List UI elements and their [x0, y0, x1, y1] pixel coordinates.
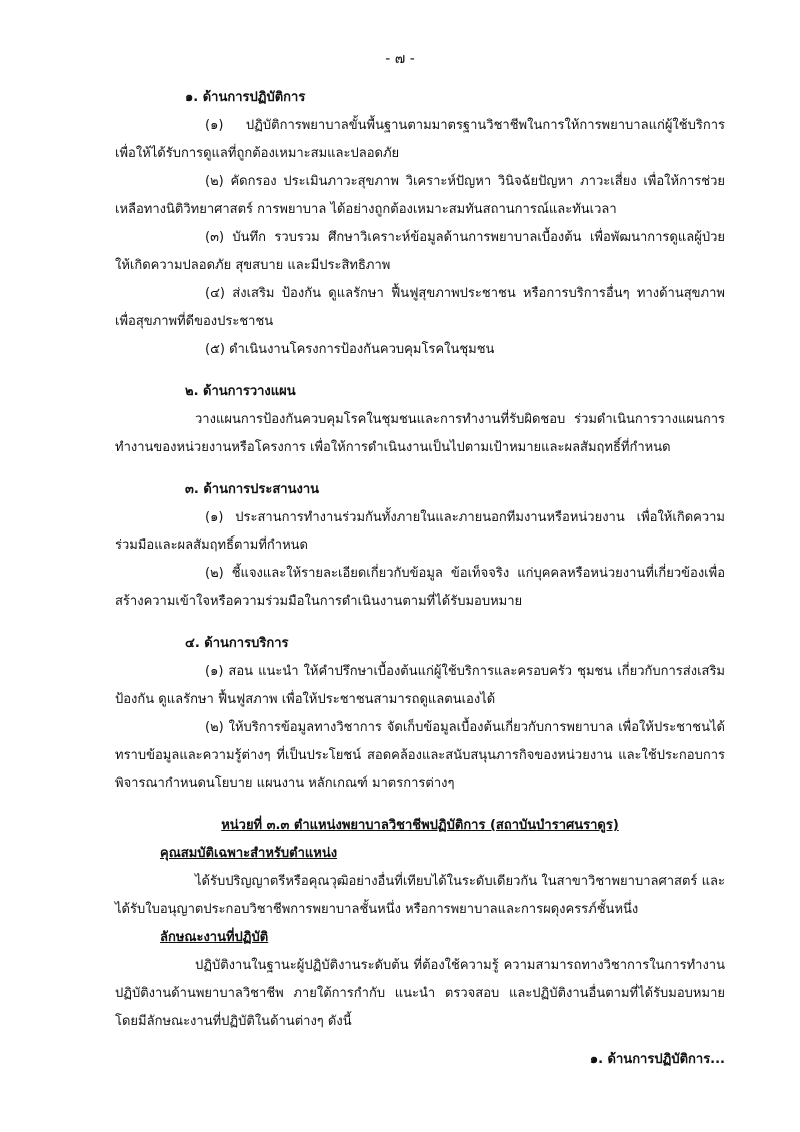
section1-item-1: (๑) ปฏิบัติการพยาบาลขั้นพื้นฐานตามมาตรฐานวิชาชีพในการให้การพยาบาลแก่ผู้ใช้บริการเพื่อให้ได้รับการดูแลที่ถูกต้องเหมาะสมและปลอดภัย [115, 118, 725, 161]
continuation-note: ๑. ด้านการปฏิบัติการ... [589, 1052, 725, 1067]
section4-item-1: (๑) สอน แนะนำ ให้คำปรึกษาเบื้องต้นแก่ผู้ใช้บริการและครอบครัว ชุมชน เกี่ยวกับการส่งเสริมป้องกัน ดูแลรักษา ฟื้นฟูสภาพ เพื่อให้ประชาชนสามารถดูแลตนเองได้ [115, 664, 725, 707]
section3-item-1: (๑) ประสานการทำงานร่วมกันทั้งภายในและภายนอกทีมงานหรือหน่วยงาน เพื่อให้เกิดความร่วมมือและผลสัมฤทธิ์ตามที่กำหนด [115, 510, 725, 553]
duties-heading: ลักษณะงานที่ปฏิบัติ [160, 930, 269, 945]
section-heading-operations: ๑. ด้านการปฏิบัติการ [185, 90, 306, 105]
page-number: - ๗ - [385, 51, 415, 67]
duties-text: ปฏิบัติงานในฐานะผู้ปฏิบัติงานระดับต้น ที่ต้องใช้ความรู้ ความสามารถทางวิชาการในการทำงานปฏิบัติงานด้านพยาบาลวิชาชีพ ภายใต้การกำกับ แนะนำ ตรวจสอบ และปฏิบัติงานอื่นตามที่ได้รับมอบหมายโดยมีลักษณะงานที่ปฏิบัติในด้านต่างๆ ดังนี้ [115, 958, 725, 1029]
section1-item-5: (๕) ดำเนินงานโครงการป้องกันควบคุมโรคในชุมชน [205, 342, 495, 357]
document-body [115, 84, 725, 1036]
section3-item-2: (๒) ชี้แจงและให้รายละเอียดเกี่ยวกับข้อมูล ข้อเท็จจริง แก่บุคคลหรือหน่วยงานที่เกี่ยวข้องเพื่อสร้างความเข้าใจหรือความร่วมมือในการดำเนินงานตามที่ได้รับมอบหมาย [115, 566, 725, 609]
section1-item-3: (๓) บันทึก รวบรวม ศึกษาวิเคราะห์ข้อมูลด้านการพยาบาลเบื้องต้น เพื่อพัฒนาการดูแลผู้ป่วย ให้เกิดความปลอดภัย สุขสบาย และมีประสิทธิภาพ [115, 230, 725, 273]
spacer [115, 364, 725, 378]
spacer [115, 616, 725, 630]
section-heading-planning: ๒. ด้านการวางแผน [185, 384, 296, 399]
section1-item-2: (๒) คัดกรอง ประเมินภาวะสุขภาพ วิเคราะห์ปัญหา วินิจฉัยปัญหา ภาวะเสี่ยง เพื่อให้การช่วยเหลือทางนิติวิทยาศาสตร์ การพยาบาล ได้อย่างถูกต้องเหมาะสมทันสถานการณ์และทันเวลา [115, 174, 725, 217]
qualification-text: ได้รับปริญญาตรีหรือคุณวุฒิอย่างอื่นที่เทียบได้ในระดับเดียวกัน ในสาขาวิชาพยาบาลศาสตร์ และได้รับใบอนุญาตประกอบวิชาชีพการพยาบาลชั้นหนึ่ง หรือการพยาบาลและการผดุงครรภ์ชั้นหนึ่ง [115, 874, 725, 917]
spacer [115, 462, 725, 476]
section1-item-4: (๔) ส่งเสริม ป้องกัน ดูแลรักษา ฟื้นฟูสุขภาพประชาชน หรือการบริการอื่นๆ ทางด้านสุขภาพเพื่อสุขภาพที่ดีของประชาชน [115, 286, 725, 329]
section2-item-1: วางแผนการป้องกันควบคุมโรคในชุมชนและการทำงานที่รับผิดชอบ ร่วมดำเนินการวางแผนการทำงานของหน่วยงานหรือโครงการ เพื่อให้การดำเนินงานเป็นไปตามเป้าหมายและผลสัมฤทธิ์ที่กำหนด [115, 412, 725, 455]
section-heading-service: ๔. ด้านการบริการ [185, 636, 289, 651]
section-heading-coordination: ๓. ด้านการประสานงาน [185, 482, 320, 497]
qualification-heading: คุณสมบัติเฉพาะสำหรับตำแหน่ง [160, 846, 338, 861]
section4-item-2: (๒) ให้บริการข้อมูลทางวิชาการ จัดเก็บข้อมูลเบื้องต้นเกี่ยวกับการพยาบาล เพื่อให้ประชาชนได้ทราบข้อมูลและความรู้ต่างๆ ที่เป็นประโยชน์ สอดคล้องและสนับสนุนภารกิจของหน่วยงาน และใช้ประกอบการพิจารณากำหนดนโยบาย แผนงาน หลักเกณฑ์ มาตรการต่างๆ [115, 720, 725, 791]
unit-title: หน่วยที่ ๓.๓ ตำแหน่งพยาบาลวิชาชีพปฏิบัติการ (สถาบันบำราศนราดูร) [221, 818, 619, 833]
